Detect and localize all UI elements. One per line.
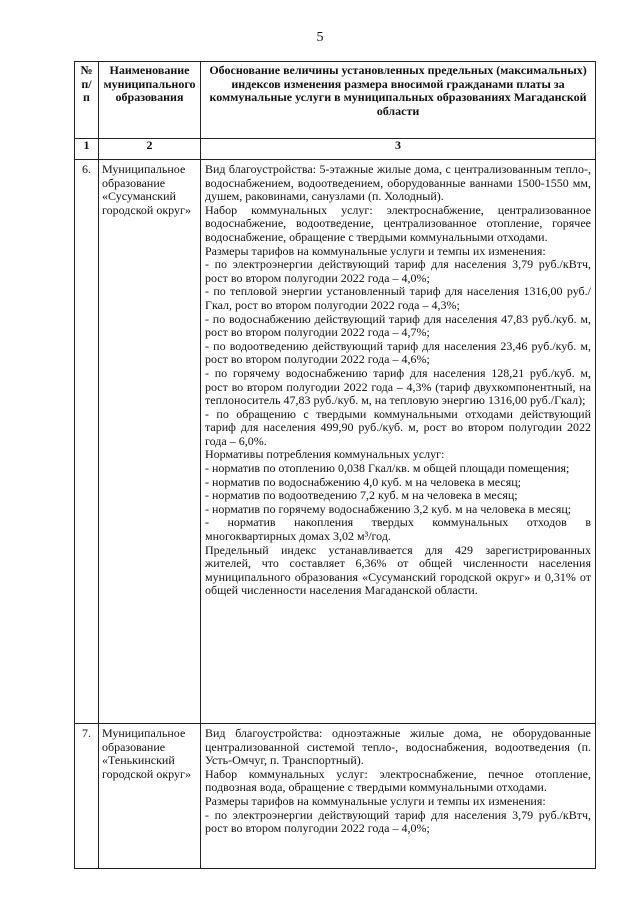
- column-number-2: 2: [99, 139, 201, 160]
- text-line: - по водоснабжению действующий тариф для населения 47,83 руб./куб. м, рост во втором полугодии 2022 года – 4,7%;: [205, 311, 591, 340]
- table-header-row: [75, 62, 596, 139]
- text-line: - по тепловой энергии установленный тариф для населения 1316,00 руб./Гкал, рост во втором полугодии 2022 года – 4,3%;: [205, 284, 591, 312]
- municipality-name: Муниципальное образование «Сусуманский городской округ»: [99, 160, 201, 724]
- row-number: 7.: [75, 724, 99, 869]
- text-line: - по электроэнергии действующий тариф для населения 3,79 руб./кВтч, рост во втором полугодии 2022 года – 4,0%;: [205, 807, 591, 836]
- text-line: - по обращению с твердыми коммунальными отходами действующий тариф для населения 499,90 руб./куб. м, рост во втором полугодии 2022 года – 6,0%.: [205, 406, 591, 448]
- table-row: [75, 724, 596, 869]
- column-number-3: 3: [201, 139, 596, 160]
- text-line: - норматив накопления твердых коммунальных отходов в многоквартирных домах 3,02 м³/год.: [205, 515, 591, 544]
- text-line: Предельный индекс устанавливается для 429 зарегистрированных жителей, что составляет 6,36% от общей численности населения муниципального образования «Сусуманский городской округ» и 0,31% от общей численности населения Магаданской области.: [205, 542, 591, 598]
- text-line: - норматив по водоснабжению 4,0 куб. м на человека в месяц;: [205, 474, 521, 489]
- text-line: Размеры тарифов на коммунальные услуги и темпы их изменения:: [205, 243, 546, 258]
- text-line: - по горячему водоснабжению тариф для населения 128,21 руб./куб. м, рост во втором полугодии 2022 года – 4,3% (тариф двухкомпонентный, на теплоноситель 47,83 руб./куб. м, на тепловую энергию 1316,00 руб./Гкал);: [205, 365, 591, 408]
- text-line: Размеры тарифов на коммунальные услуги и темпы их изменения:: [205, 793, 546, 808]
- text-line: Набор коммунальных услуг: электроснабжение, печное отопление, подвозная вода, обращение с твердыми коммунальными отходами.: [205, 766, 591, 795]
- text-line: - норматив по отоплению 0,038 Гкал/кв. м общей площади помещения;: [205, 461, 570, 476]
- column-numbers-row: [75, 139, 596, 160]
- index-justification-table: [74, 61, 596, 869]
- page-number: 5: [316, 30, 324, 45]
- text-line: - по электроэнергии действующий тариф для населения 3,79 руб./кВтч, рост во втором полугодии 2022 года – 4,0%;: [205, 257, 591, 285]
- text-line: - норматив по водоотведению 7,2 куб. м на человека в месяц;: [205, 488, 518, 503]
- table-row: [75, 160, 596, 724]
- header-justification: Обоснование величины установленных предельных (максимальных) индексов изменения размера вносимой гражданами платы за коммунальные услуги в муниципальных образованиях Магаданской области: [201, 62, 596, 139]
- justification-text: [201, 724, 596, 869]
- text-line: - норматив по горячему водоснабжению 3,2 куб. м на человека в месяц;: [205, 501, 572, 516]
- text-line: Вид благоустройства: одноэтажные жилые дома, не оборудованные централизованной системой тепло-, водоснабжения, водоотведения (п. Усть-Омчуг, п. Транспортный).: [205, 726, 591, 768]
- text-line: Набор коммунальных услуг: электроснабжение, централизованное водоснабжение, водоотведение, централизованное отопление, горячее водоснабжение, обращение с твердыми коммунальными отходами.: [205, 202, 591, 244]
- text-line: Вид благоустройства: 5-этажные жилые дома, с централизованным тепло-, водоснабжением, водоотведением, оборудованные ваннами 1500-1550 мм, душем, раковинами, санузлами (п. Холодный).: [205, 162, 591, 204]
- municipality-name: Муниципальное образование «Тенькинский городской округ»: [99, 724, 201, 869]
- justification-text: [201, 160, 596, 724]
- header-number: № п/п: [75, 62, 99, 139]
- text-line: - по водоотведению действующий тариф для населения 23,46 руб./куб. м, рост во втором полугодии 2022 года – 4,6%;: [205, 338, 591, 367]
- text-line: Нормативы потребления коммунальных услуг:: [205, 447, 445, 462]
- column-number-1: 1: [75, 139, 99, 160]
- header-municipality: Наименование муниципального образования: [99, 62, 201, 139]
- row-number: 6.: [75, 160, 99, 724]
